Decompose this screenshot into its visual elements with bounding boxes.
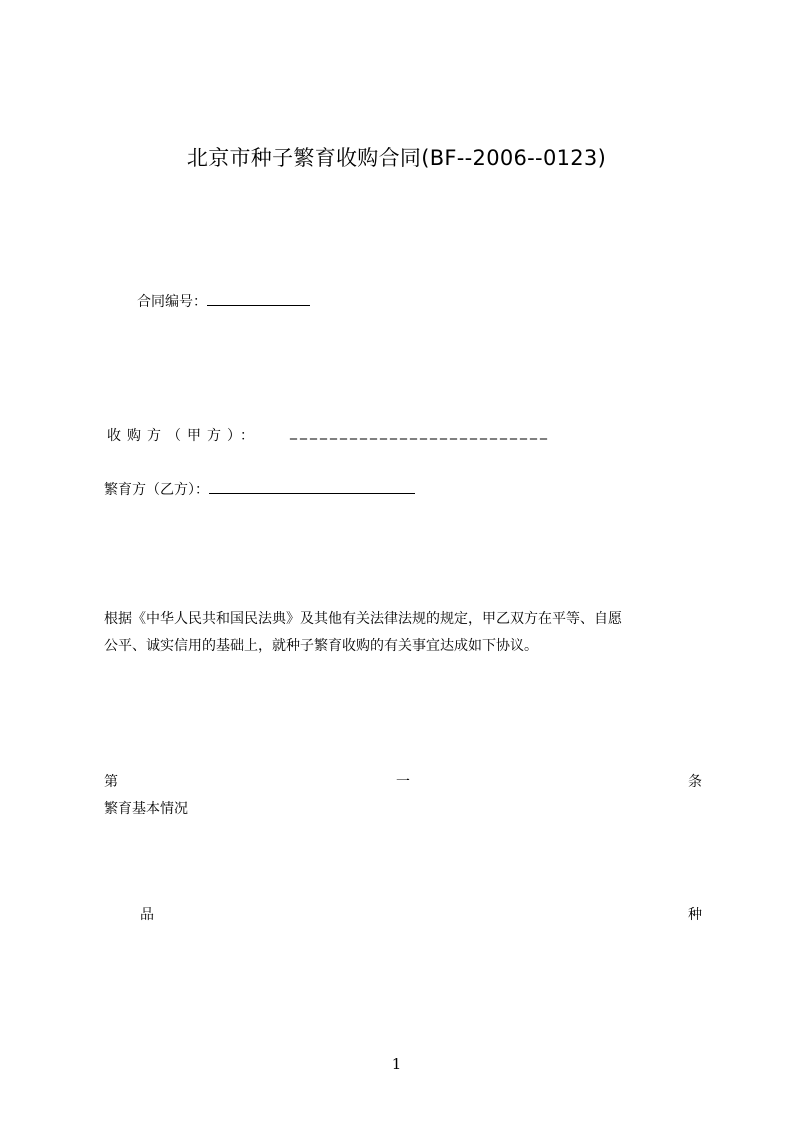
article-heading [104,771,702,791]
contract-number-field [137,291,310,311]
page-number: 1 [391,1055,402,1073]
preamble-line-2: 公平、诚实信用的基础上，就种子繁育收购的有关事宜达成如下协议。 [104,638,538,654]
article-char: 第 [104,774,118,790]
variety-char: 品 [140,907,154,923]
section-title: 繁育基本情况 [104,801,188,817]
contract-number-blank [207,292,310,306]
buyer-label: 收购方（甲方）： [107,428,260,444]
breeder-label: 繁育方（乙方）： [104,482,209,498]
article-char: 一 [396,774,410,790]
contract-number-label: 合同编号： [137,294,207,310]
breeder-blank [209,480,415,494]
article-char: 条 [688,774,702,790]
buyer-blank: __________________________ [290,424,550,440]
preamble-line-1: 根据《中华人民共和国民法典》及其他有关法律法规的规定，甲乙双方在平等、自愿 [104,611,622,627]
breeder-field [104,479,415,499]
variety-heading [140,904,702,924]
document-title: 北京市种子繁育收购合同(BF--2006--0123) [186,146,607,170]
variety-char: 种 [688,907,702,923]
